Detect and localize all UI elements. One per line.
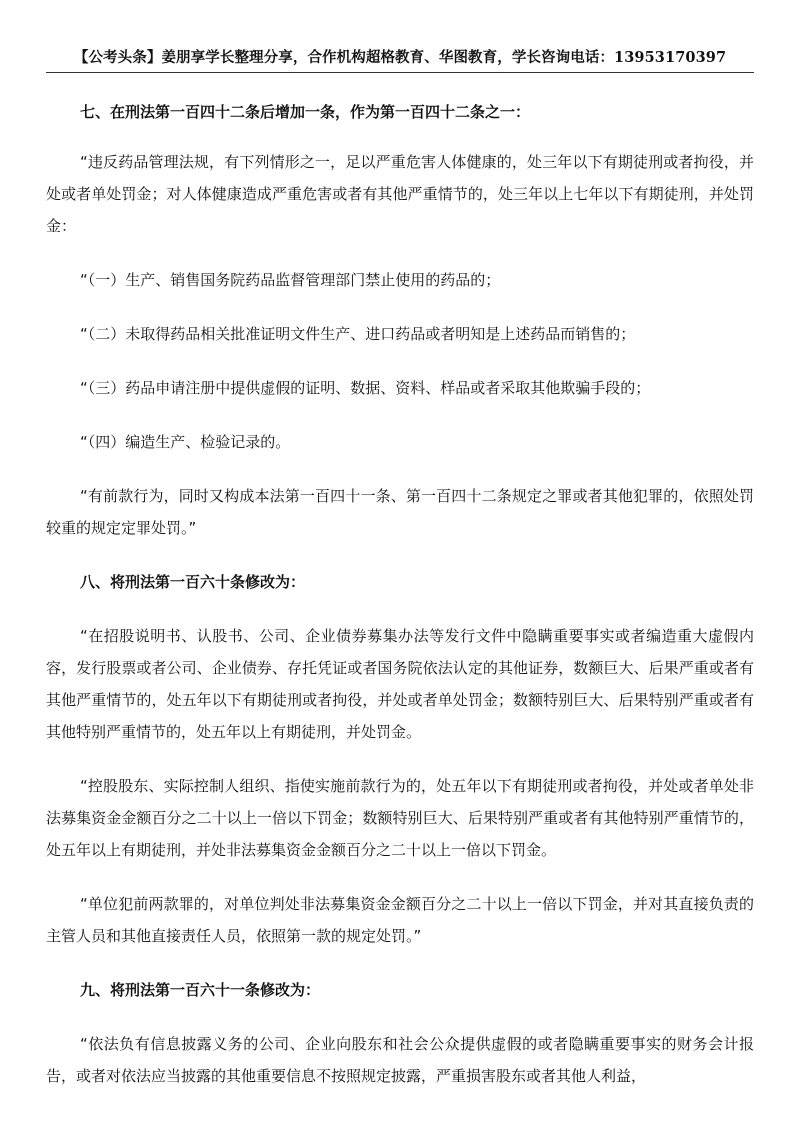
section-8-paragraph-2: “控股股东、实际控制人组织、指使实施前款行为的，处五年以下有期徒刑或者拘役，并处或者单处非法募集资金金额百分之二十以上一倍以下罚金；数额特别巨大、后果特别严重或者有其他特别严重情节的，处五年以上有期徒刑，并处非法募集资金金额百分之二十以上一倍以下罚金。 — [46, 777, 754, 859]
section-7-closing: “有前款行为，同时又构成本法第一百四十一条、第一百四十二条规定之罪或者其他犯罪的，依照处罚较重的规定定罪处罚。” — [46, 487, 754, 537]
section-heading-9: 九、将刑法第一百六十一条修改为： — [80, 981, 321, 999]
section-8-paragraph-1: “在招股说明书、认股书、公司、企业债券募集办法等发行文件中隐瞒重要事实或者编造重大虚假内容，发行股票或者公司、企业债券、存托凭证或者国务院依法认定的其他证券，数额巨大、后果严重或者有其他严重情节的，处五年以下有期徒刑或者拘役，并处或者单处罚金；数额特别巨大、后果特别严重或者有其他特别严重情节的，处五年以上有期徒刑，并处罚金。 — [46, 627, 754, 741]
section-heading-8: 八、将刑法第一百六十条修改为： — [80, 573, 306, 591]
section-7-item-2: “（二）未取得药品相关批准证明文件生产、进口药品或者明知是上述药品而销售的； — [80, 325, 636, 343]
section-7-item-3: “（三）药品申请注册中提供虚假的证明、数据、资料、样品或者采取其他欺骗手段的； — [80, 379, 651, 397]
document-body — [46, 90, 754, 1092]
section-7-item-4: “（四）编造生产、检验记录的。 — [80, 433, 291, 451]
page-header: 【公考头条】姜朋享学长整理分享，合作机构超格教育、华图教育，学长咨询电话：13953170397 — [73, 49, 727, 66]
section-heading-7: 七、在刑法第一百四十二条后增加一条，作为第一百四十二条之一： — [80, 103, 531, 121]
section-8-paragraph-3: “单位犯前两款罪的，对单位判处非法募集资金金额百分之二十以上一倍以下罚金，并对其直接负责的主管人员和其他直接责任人员，依照第一款的规定处罚。” — [46, 895, 754, 945]
section-7-item-1: “（一）生产、销售国务院药品监督管理部门禁止使用的药品的； — [80, 271, 501, 289]
section-9-paragraph-1: “依法负有信息披露义务的公司、企业向股东和社会公众提供虚假的或者隐瞒重要事实的财务会计报告，或者对依法应当披露的其他重要信息不按照规定披露，严重损害股东或者其他人利益， — [46, 1035, 754, 1085]
section-7-intro: “违反药品管理法规，有下列情形之一，足以严重危害人体健康的，处三年以下有期徒刑或者拘役，并处或者单处罚金；对人体健康造成严重危害或者有其他严重情节的，处三年以上七年以下有期徒刑，并处罚金： — [46, 153, 754, 235]
header-divider — [46, 72, 754, 73]
